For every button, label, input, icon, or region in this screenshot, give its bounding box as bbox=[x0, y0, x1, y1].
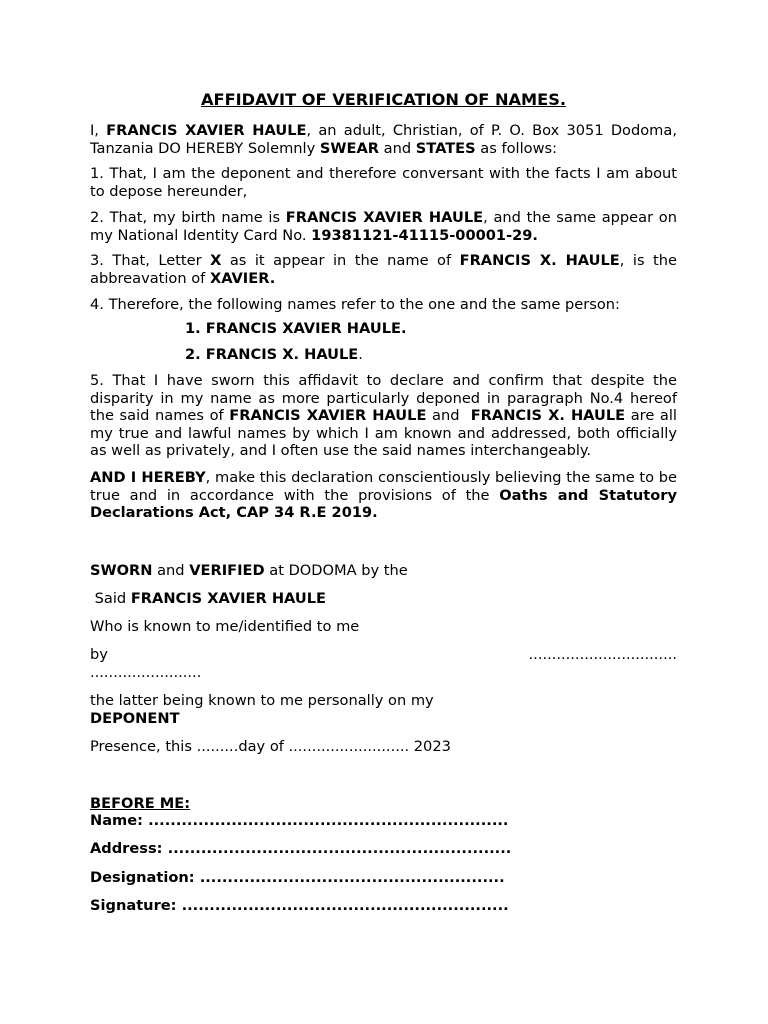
jurat-sworn-line bbox=[90, 562, 677, 580]
names-list-item-2-text: 2. FRANCIS X. HAULE bbox=[185, 346, 359, 363]
signature-label: Signature: bbox=[90, 897, 182, 914]
jurat-known-line: Who is known to me/identified to me bbox=[90, 618, 360, 635]
latter-text: the latter being known to me personally on my bbox=[90, 692, 434, 709]
declaration-paragraph bbox=[90, 469, 677, 522]
by-row bbox=[90, 646, 677, 664]
declaration-text: , make this declaration conscientiously believing the same to be true and in accordance with the provisions of the bbox=[90, 469, 677, 504]
jurat-latter-line bbox=[90, 692, 677, 727]
designation-label: Designation: bbox=[90, 869, 200, 886]
letter-x: X bbox=[210, 252, 222, 269]
para2-text: , and the same appear on my National Identity Card No. bbox=[90, 209, 677, 244]
paragraph-2 bbox=[90, 209, 677, 244]
para5-text: are all my true and lawful names by which I am known and addressed, both officially as well as privately, and I often use the said names interchangeably. bbox=[90, 407, 677, 459]
para5-text: and bbox=[426, 407, 471, 424]
said-word: Said bbox=[90, 590, 131, 607]
document-title: AFFIDAVIT OF VERIFICATION OF NAMES. bbox=[200, 90, 567, 109]
names-list-item-2 bbox=[90, 346, 768, 364]
national-id-number: 19381121-41115-00001-29. bbox=[311, 226, 538, 244]
declaration-lead: AND I HEREBY bbox=[90, 469, 206, 486]
address-label: Address: bbox=[90, 840, 168, 857]
by-dots: ................................ bbox=[528, 646, 677, 663]
intro-text: , an adult, Christian, of P. O. Box 3051 Dodoma, Tanzania DO HEREBY Solemnly bbox=[90, 122, 677, 157]
paragraph-1: 1. That, I am the deponent and therefore conversant with the facts I am about to depose hereunder, bbox=[90, 165, 677, 200]
before-me-heading: BEFORE ME: bbox=[90, 795, 191, 812]
names-list-item-2-suffix: . bbox=[358, 346, 363, 363]
deponent-word: DEPONENT bbox=[90, 709, 180, 727]
full-name: FRANCIS XAVIER HAULE bbox=[229, 407, 427, 424]
jurat-text: and bbox=[152, 562, 190, 579]
deponent-name: FRANCIS XAVIER HAULE bbox=[106, 122, 307, 139]
jurat-said-line bbox=[90, 590, 677, 608]
address-dots: .............................................................. bbox=[167, 840, 512, 857]
sworn-word: SWORN bbox=[90, 562, 153, 579]
paragraph-4: 4. Therefore, the following names refer to the one and the same person: bbox=[90, 296, 620, 313]
name-dots: ................................................................. bbox=[148, 812, 509, 829]
birth-name: FRANCIS XAVIER HAULE bbox=[285, 209, 484, 226]
by-dots-continued: ........................ bbox=[90, 663, 202, 681]
commissioner-signature-line bbox=[90, 897, 677, 915]
verified-word: VERIFIED bbox=[189, 562, 265, 579]
intro-text: and bbox=[379, 139, 416, 157]
intro-paragraph bbox=[90, 122, 677, 157]
short-name: FRANCIS X. HAULE bbox=[459, 252, 620, 269]
jurat-presence-line: Presence, this .........day of .......................... 2023 bbox=[90, 738, 451, 755]
names-list-item-1: 1. FRANCIS XAVIER HAULE. bbox=[185, 320, 407, 337]
swear-word: SWEAR bbox=[319, 139, 379, 157]
para5-text: 5. That I have sworn this affidavit to declare and confirm that despite the disparity in my name as more particularly deponed in paragraph No.4 hereof the said names of bbox=[90, 372, 677, 424]
jurat-by-line bbox=[90, 646, 677, 681]
para3-text: 3. That, Letter bbox=[90, 252, 211, 269]
xavier-word: XAVIER. bbox=[209, 269, 276, 287]
jurat-text: at DODOMA by the bbox=[264, 562, 408, 579]
para3-text: as it appear in the name of bbox=[221, 252, 460, 269]
commissioner-name-line bbox=[90, 812, 677, 830]
sworn-name: FRANCIS XAVIER HAULE bbox=[130, 590, 327, 607]
designation-dots: ....................................................... bbox=[199, 869, 505, 886]
para2-text: 2. That, my birth name is bbox=[90, 209, 286, 226]
statute-name: Oaths and Statutory Declarations Act, CAP 34 R.E 2019. bbox=[90, 486, 677, 521]
intro-text: I, bbox=[90, 122, 107, 139]
short-name: FRANCIS X. HAULE bbox=[470, 407, 626, 424]
paragraph-5 bbox=[90, 372, 677, 460]
signature-dots: ........................................................... bbox=[181, 897, 509, 914]
intro-text: as follows: bbox=[475, 139, 558, 157]
para3-text: , is the abbreavation of bbox=[90, 252, 677, 287]
commissioner-address-line bbox=[90, 840, 677, 858]
states-word: STATES bbox=[415, 139, 476, 157]
name-label: Name: bbox=[90, 812, 149, 829]
by-word: by bbox=[90, 646, 108, 663]
commissioner-designation-line bbox=[90, 869, 677, 887]
paragraph-3 bbox=[90, 252, 677, 287]
